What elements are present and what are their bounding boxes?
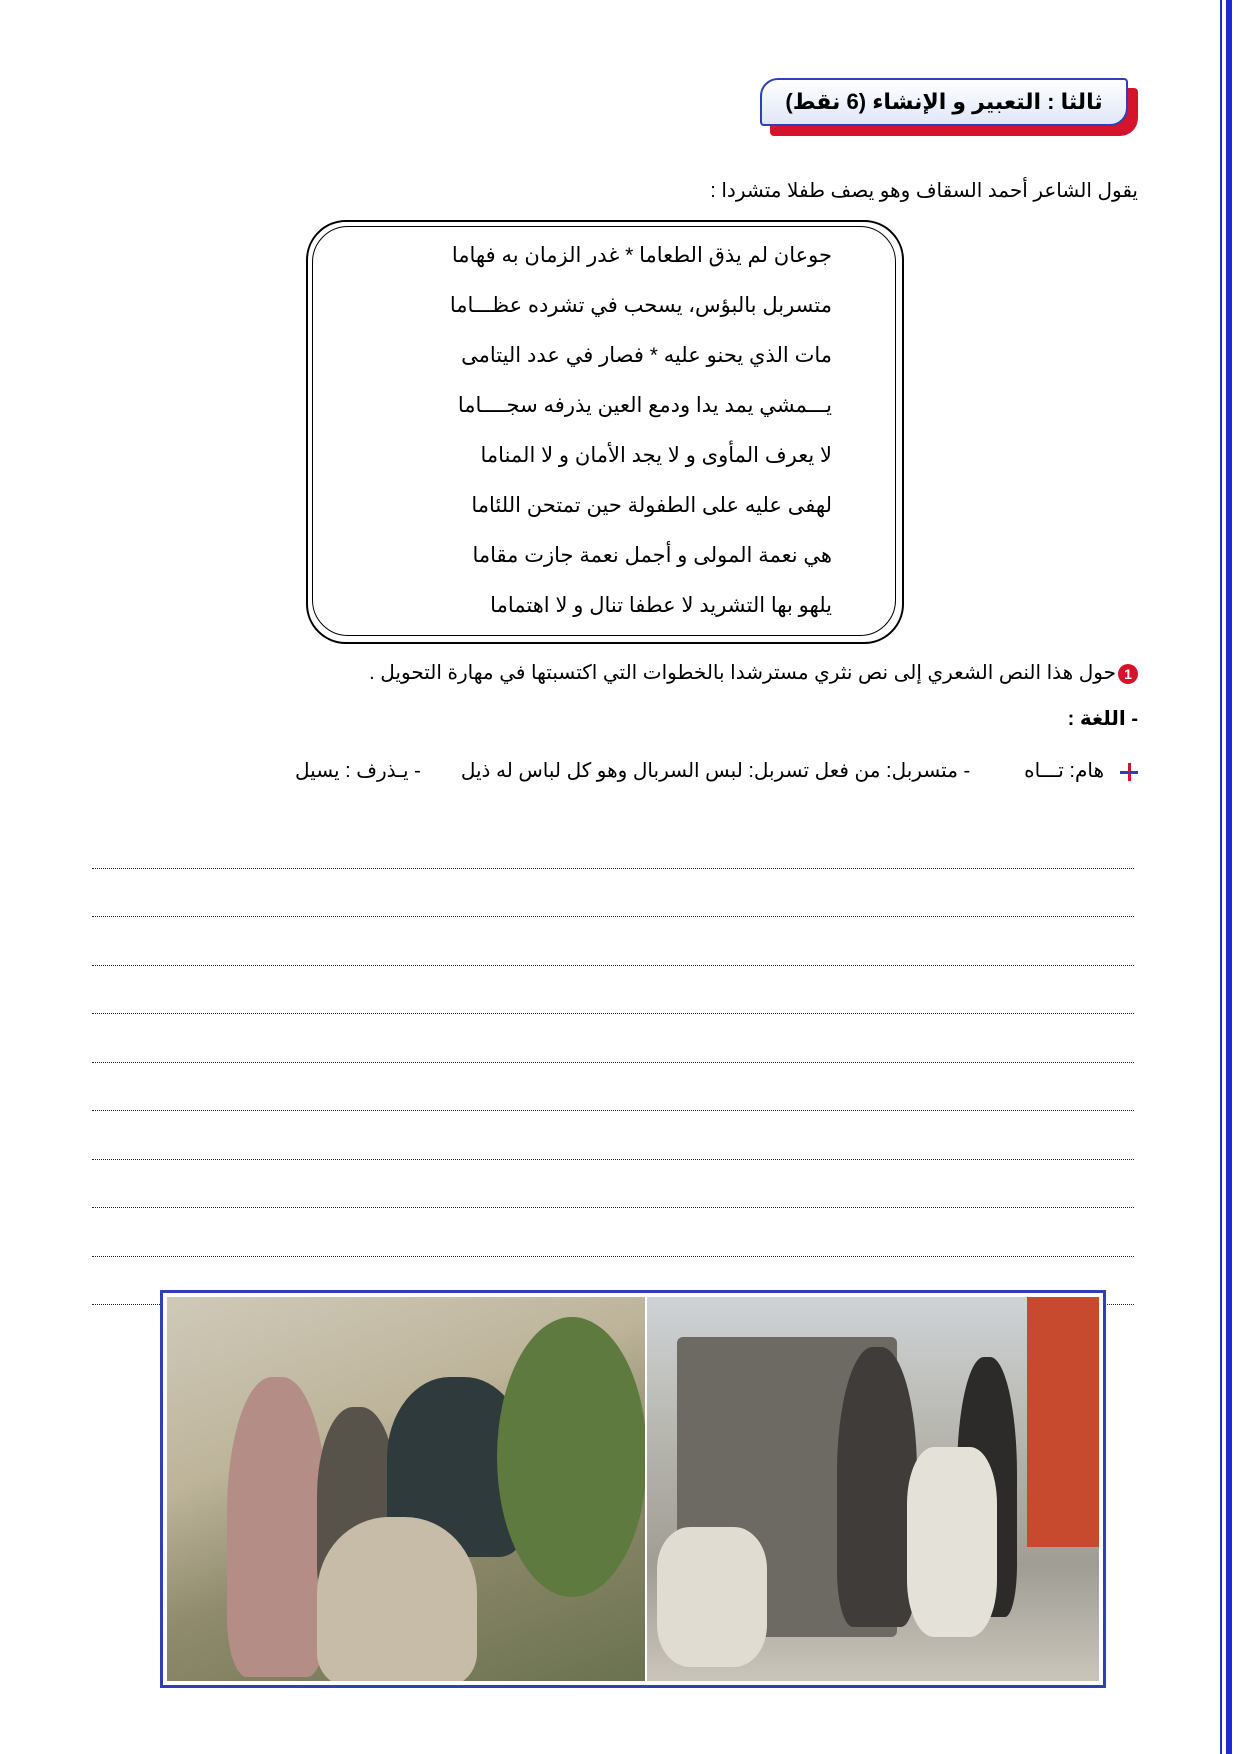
language-heading: - اللغة :	[1067, 708, 1138, 730]
writing-area[interactable]	[92, 820, 1134, 1305]
writing-line[interactable]	[92, 1160, 1134, 1209]
poem-line: يلهو بها التشريد لا عطفا تنال و لا اهتماما	[490, 594, 832, 617]
writing-line[interactable]	[92, 1208, 1134, 1257]
shop-sign	[1027, 1297, 1099, 1547]
vocab-item: - يـذرف : يسيل	[295, 760, 421, 782]
writing-line[interactable]	[92, 917, 1134, 966]
photo-frame	[160, 1290, 1106, 1688]
vocabulary-line	[138, 758, 1138, 783]
poem	[330, 246, 850, 646]
writing-line[interactable]	[92, 1063, 1134, 1112]
children-eating-outdoors-photo	[167, 1297, 645, 1681]
section-title: ثالثا : التعبير و الإنشاء (6 نقط)	[760, 78, 1128, 126]
poem-line: جوعان لم يذق الطعاما * غدر الزمان به فهاما	[451, 244, 832, 267]
child-figure	[837, 1347, 917, 1627]
poem-line: لا يعرف المأوى و لا يجد الأمان و لا المناما	[480, 444, 832, 467]
poem-line: مات الذي يحنو عليه * فصار في عدد اليتامى	[461, 344, 832, 367]
task-text: حول هذا النص الشعري إلى نص نثري مسترشدا بالخطوات التي اكتسبتها في مهارة التحويل .	[369, 662, 1116, 684]
page-border-thin	[1220, 0, 1222, 1754]
vocab-item: - متسربل: من فعل تسربل: لبس السربال وهو كل لباس له ذيل	[460, 760, 971, 782]
vocab-item: هام: تـــاه	[1024, 760, 1104, 782]
sack	[907, 1447, 997, 1637]
sack	[657, 1527, 767, 1667]
child-figure	[227, 1377, 327, 1677]
writing-line[interactable]	[92, 820, 1134, 869]
page-border	[1226, 0, 1232, 1754]
writing-line[interactable]	[92, 1014, 1134, 1063]
intro-text: يقول الشاعر أحمد السقاف وهو يصف طفلا متشردا :	[710, 180, 1138, 202]
children-at-dumpster-photo	[647, 1297, 1099, 1681]
section-banner	[760, 78, 1140, 136]
foliage	[497, 1317, 645, 1597]
writing-line[interactable]	[92, 966, 1134, 1015]
poem-line: هي نعمة المولى و أجمل نعمة جازت مقاما	[472, 544, 832, 567]
task-instruction	[98, 660, 1138, 685]
plus-bullet-icon	[1120, 763, 1138, 781]
poem-line: متسربل بالبؤس، يسحب في تشرده عظـــاما	[449, 294, 832, 317]
task-number-icon: 1	[1118, 664, 1138, 684]
poem-line: لهفى عليه على الطفولة حين تمتحن اللئاما	[471, 494, 832, 517]
writing-line[interactable]	[92, 1111, 1134, 1160]
poem-line: يـــمشي يمد يدا ودمع العين يذرفه سجــــاما	[457, 394, 832, 417]
writing-line[interactable]	[92, 869, 1134, 918]
child-figure	[317, 1517, 477, 1681]
